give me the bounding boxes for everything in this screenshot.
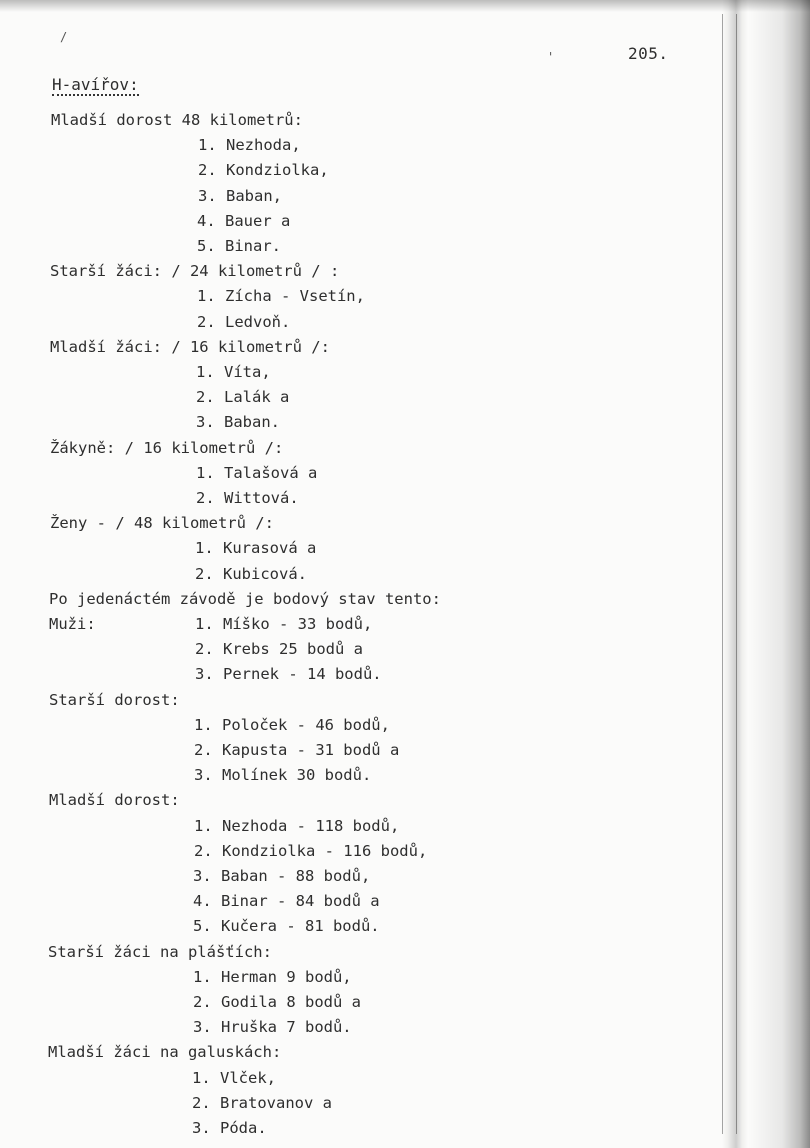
list-item: 4. Bauer a bbox=[197, 211, 291, 230]
list-item: 2. Wittová. bbox=[196, 489, 299, 507]
scan-top-shadow bbox=[0, 0, 810, 12]
list-item: 5. Kučera - 81 bodů. bbox=[193, 917, 380, 936]
section-label: Po jedenáctém závodě je bodový stav tento: bbox=[49, 589, 441, 608]
section-label: Mladší žáci na galuskách: bbox=[48, 1043, 282, 1062]
section-label: Mladší dorost: bbox=[49, 791, 180, 810]
stray-mark: ' bbox=[547, 50, 555, 64]
list-item: 2. Ledvoň. bbox=[197, 312, 291, 331]
page-fold-line bbox=[722, 14, 723, 1134]
page-fold-line bbox=[736, 14, 737, 1134]
list-item: 3. Póda. bbox=[192, 1119, 267, 1137]
section-label: Mladší dorost 48 kilometrů: bbox=[51, 111, 303, 129]
list-item: 2. Kondziolka - 116 bodů, bbox=[194, 841, 428, 860]
list-item: 1. Míško - 33 bodů, bbox=[195, 615, 373, 633]
section-label: Starší žáci na plášťích: bbox=[48, 942, 272, 961]
list-item: 2. Godila 8 bodů a bbox=[193, 993, 361, 1011]
list-item: 3. Hruška 7 bodů. bbox=[193, 1018, 352, 1037]
list-item: 3. Baban, bbox=[198, 186, 282, 205]
list-item: 2. Kondziolka, bbox=[198, 161, 329, 180]
list-item: 2. Bratovanov a bbox=[192, 1093, 332, 1112]
section-label: Mladší žáci: / 16 kilometrů /: bbox=[50, 337, 330, 356]
list-item: 2. Kubicová. bbox=[195, 564, 307, 583]
page-heading: H-avířov: bbox=[52, 75, 139, 94]
list-item: 1. Zícha - Vsetín, bbox=[197, 287, 365, 306]
list-item: 5. Binar. bbox=[197, 237, 281, 255]
list-item: 2. Kapusta - 31 bodů a bbox=[194, 741, 400, 759]
list-item: 3. Baban. bbox=[196, 413, 280, 432]
list-item: 1. Herman 9 bodů, bbox=[193, 967, 352, 986]
section-label: Starší dorost: bbox=[49, 690, 180, 709]
page-number: 205. bbox=[628, 44, 669, 63]
list-item: 2. Krebs 25 bodů a bbox=[195, 640, 363, 659]
list-item: 4. Binar - 84 bodů a bbox=[193, 892, 380, 911]
list-item: 1. Kurasová a bbox=[195, 539, 317, 558]
list-item: 3. Molínek 30 bodů. bbox=[194, 766, 372, 785]
section-label: Muži: bbox=[49, 615, 96, 633]
list-item: 1. Nezhoda, bbox=[198, 136, 301, 155]
list-item: 2. Lalák a bbox=[196, 388, 290, 407]
list-item: 1. Poloček - 46 bodů, bbox=[194, 715, 390, 734]
list-item: 3. Pernek - 14 bodů. bbox=[195, 665, 382, 684]
list-item: 1. Vlček, bbox=[192, 1068, 276, 1087]
list-item: 1. Nezhoda - 118 bodů, bbox=[194, 816, 400, 835]
list-item: 1. Víta, bbox=[196, 363, 271, 381]
list-item: 3. Baban - 88 bodů, bbox=[193, 867, 371, 885]
section-label: Žákyně: / 16 kilometrů /: bbox=[50, 438, 284, 457]
list-item: 1. Talašová a bbox=[196, 463, 318, 482]
section-label: Starší žáci: / 24 kilometrů / : bbox=[50, 262, 340, 281]
section-label: Ženy - / 48 kilometrů /: bbox=[50, 514, 274, 533]
stray-mark: / bbox=[60, 30, 68, 44]
